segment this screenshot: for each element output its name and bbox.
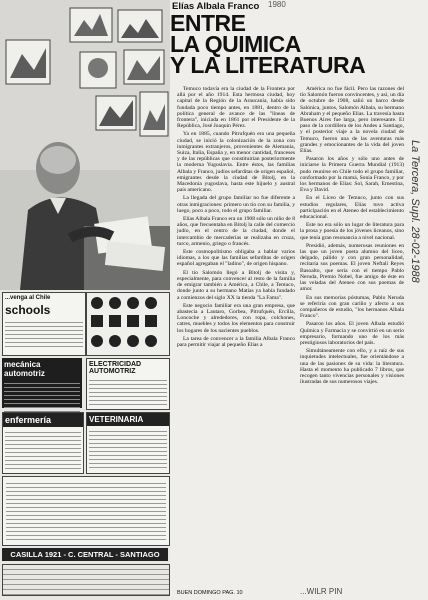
handwritten-bottom-note: ...WILR PIN: [300, 587, 343, 596]
headline-line: ENTRE: [170, 10, 246, 36]
headline-line: Y LA LITERATURA: [170, 52, 366, 78]
article-paragraph: Este no era sólo un lugar de literatura para la prosa y poesía de los jóvenes liceanos, sino que tenía gran resonancia a nivel nacional.: [300, 222, 404, 241]
ad-fine-print: [89, 379, 167, 405]
ad-symbols-grid: [87, 293, 169, 355]
article-paragraph: Elías Albala Franco era un 1908 sólo un niño de 8 años, que frecuentaba en Bitolj la calle del comercio judío, en el centro de la ciudad, donde el intercambio de mercaderías se realizaba en cruza, turco, armenio, griego o francés.: [177, 216, 295, 247]
article-paragraph: En sus memorias póstumas, Pablo Neruda se referiría con gran cariño y afecto a sus compañeros de estudio, "los hermanos Albala Franco".: [300, 294, 404, 320]
veterinaria-ad: [86, 412, 170, 474]
casilla-ad-banner: CASILLA 1921 - C. CENTRAL - SANTIAGO: [2, 548, 168, 561]
article-paragraph: Presidió, además, numerosas reuniones en las que un joven poeta alumno del liceo, delgado, pálido y con gran personalidad, recitaría sus poemas. El joven Neftalí Reyes Basoalto, que sería con el tiempo Pablo Neruda, Premio Nobel, fue amigo de éste en las veladas del Ateneo con sus poemas de amor.: [300, 242, 404, 293]
ad-fine-print: [89, 428, 167, 468]
article-paragraph: En el Liceo de Temuco, junto con sus estudios regulares, Elías tuvo activa participación en el Ateneo del establecimiento educacional.: [300, 195, 404, 221]
enfermeria-ad: [2, 412, 84, 474]
veterinaria-ad-title: VETERINARIA: [87, 413, 169, 426]
handwritten-margin-note: [405, 140, 427, 560]
coupon-form: [2, 564, 170, 596]
school-ad-line: schools: [5, 303, 51, 317]
article-paragraph: Este negocio familiar era una gran empresa, que abastecía a Lautaro, Gorbea, Pitrufquén, Ercilla, Loncoche y alrededores, con ropa, colchones, catres, muebles y todos los elementos para construir los hogares de los nacientes pueblos.: [177, 302, 295, 334]
photo-illustration: [0, 0, 170, 290]
article-paragraph: La llegada del grupo familiar no fue diferente a otras inmigraciones: primero un tío con su familia, y luego, poco a poco, todo el grupo familiar.: [177, 195, 295, 214]
ad-fine-print: [6, 480, 166, 540]
byline: Elías Albala Franco: [172, 1, 260, 12]
ad-fine-print: [4, 382, 80, 412]
electricidad-ad-title: ELECTRICIDAD AUTOMOTRIZ: [89, 361, 142, 375]
ad-fine-print: [5, 321, 83, 347]
article-paragraph: Este cosmopolitismo obligaba a hablar varios idiomas, a los que las familias sefarditas de origen español agregaban el "ladino", de origen hispano.: [177, 249, 295, 268]
mecanica-ad-title: mecánica automotriz: [4, 360, 45, 378]
article-paragraph: El tío Salomón llegó a Bitolj de visita y, especialmente, para convencer al resto de la familia de emigrar también a América, a Chile, a Temuco, donde junto a su hermano Matías ya había fundado a comienzos del siglo XX la tienda "La Fama".: [177, 269, 295, 301]
article-paragraph: Pasaron los años y sólo uno antes de iniciarse la Primera Guerra Mundial (1913) pudo reunirse en Chile todo el grupo familiar, conformado por la mamá, Sonia Franco, y por los hermanos de Elías: Sol, Sarah, Ernestina, Eva y David.: [300, 156, 404, 194]
school-ad: [2, 292, 86, 356]
article-paragraph: Simultáneamente con ello, y a raíz de sus inquietudes intelectuales, fue orientándose a una de las pasiones de su vida: la literatura. Hasta el momento ha publicado 7 libros, que recogen tanto vivencias personales y visiones ilustradas de sus numerosos viajes.: [300, 348, 404, 386]
electricidad-ad: [86, 358, 170, 410]
handwritten-date: 1980: [268, 0, 286, 9]
article-paragraph: América no fue fácil. Pero las razones del tío Salomón fueron convincentes, y así, un día de octubre de 1908, salió un barco desde Salónica, juntos, Salomón Albala, su hermano Abraham y el pequeño Elías. La travesía hasta Buenos Aires fue larga, pero interesante. El paso de la cordillera de los Andes a Santiago, y el posterior viaje a la novela ciudad de Temuco, fueron una de las aventuras más grandes y emocionantes de la vida del joven Elías.: [300, 86, 404, 155]
advertisement-block: [0, 290, 170, 600]
article-paragraph: Pasaron los años. El joven Albala estudió Química y Farmacia y se convirtió en un serio empresario, formando uno de los más prestigiosos laboratorios del país.: [300, 321, 404, 346]
headline-line: LA QUIMICA: [170, 31, 301, 57]
article-paragraph: Ya en 1885, cuando Pitrufquén era una pequeña ciudad, se inició la colonización de la zona con inmigrantes extranjeros, provenientes de Alemania, Suiza, Italia, España y, en menor cantidad, franceses y de las repúblicas que constituirían posteriormente la moderna Yugoslavia. Entre éstos, las familias Albala y Franco, judíos sefarditas de origen español, emigrantes desde la ciudad de Bitolj, en la Macedonia yugoslava, hasta este hijuelo y austral país americano.: [177, 131, 295, 194]
headline: [170, 10, 366, 78]
course-list-ad: [2, 476, 170, 546]
school-ad-line: ...venga al Chile: [5, 295, 51, 301]
mecanica-ad: [2, 358, 82, 408]
ad-fine-print: [5, 429, 81, 469]
margin-note-text: La Tercera, Supl. 28-02-1988: [409, 140, 421, 283]
article-paragraph: Temuco todavía era la ciudad de la Frontera por allá por el año 1914. Esta hermosa ciudad, hoy capital de la Región de la Araucanía, había sido fundada poco tiempo antes, en 1881, dentro de la política general de avance de las "líneas de frontera", iniciada en 1861 por el Presidente de la República, José Joaquín Pérez.: [177, 86, 295, 130]
article-column-1: [177, 86, 295, 564]
photo-author-at-desk: [0, 0, 170, 290]
article-paragraph: La tarea de convencer a la familia Albala Franco para permitir viajar al pequeño Elías a: [177, 335, 295, 348]
icons-ad: [86, 292, 170, 356]
enfermeria-ad-title: enfermería: [3, 413, 83, 427]
article-column-2: [300, 86, 404, 564]
page-footer: BUEN DOMINGO PAG. 10: [177, 590, 243, 596]
